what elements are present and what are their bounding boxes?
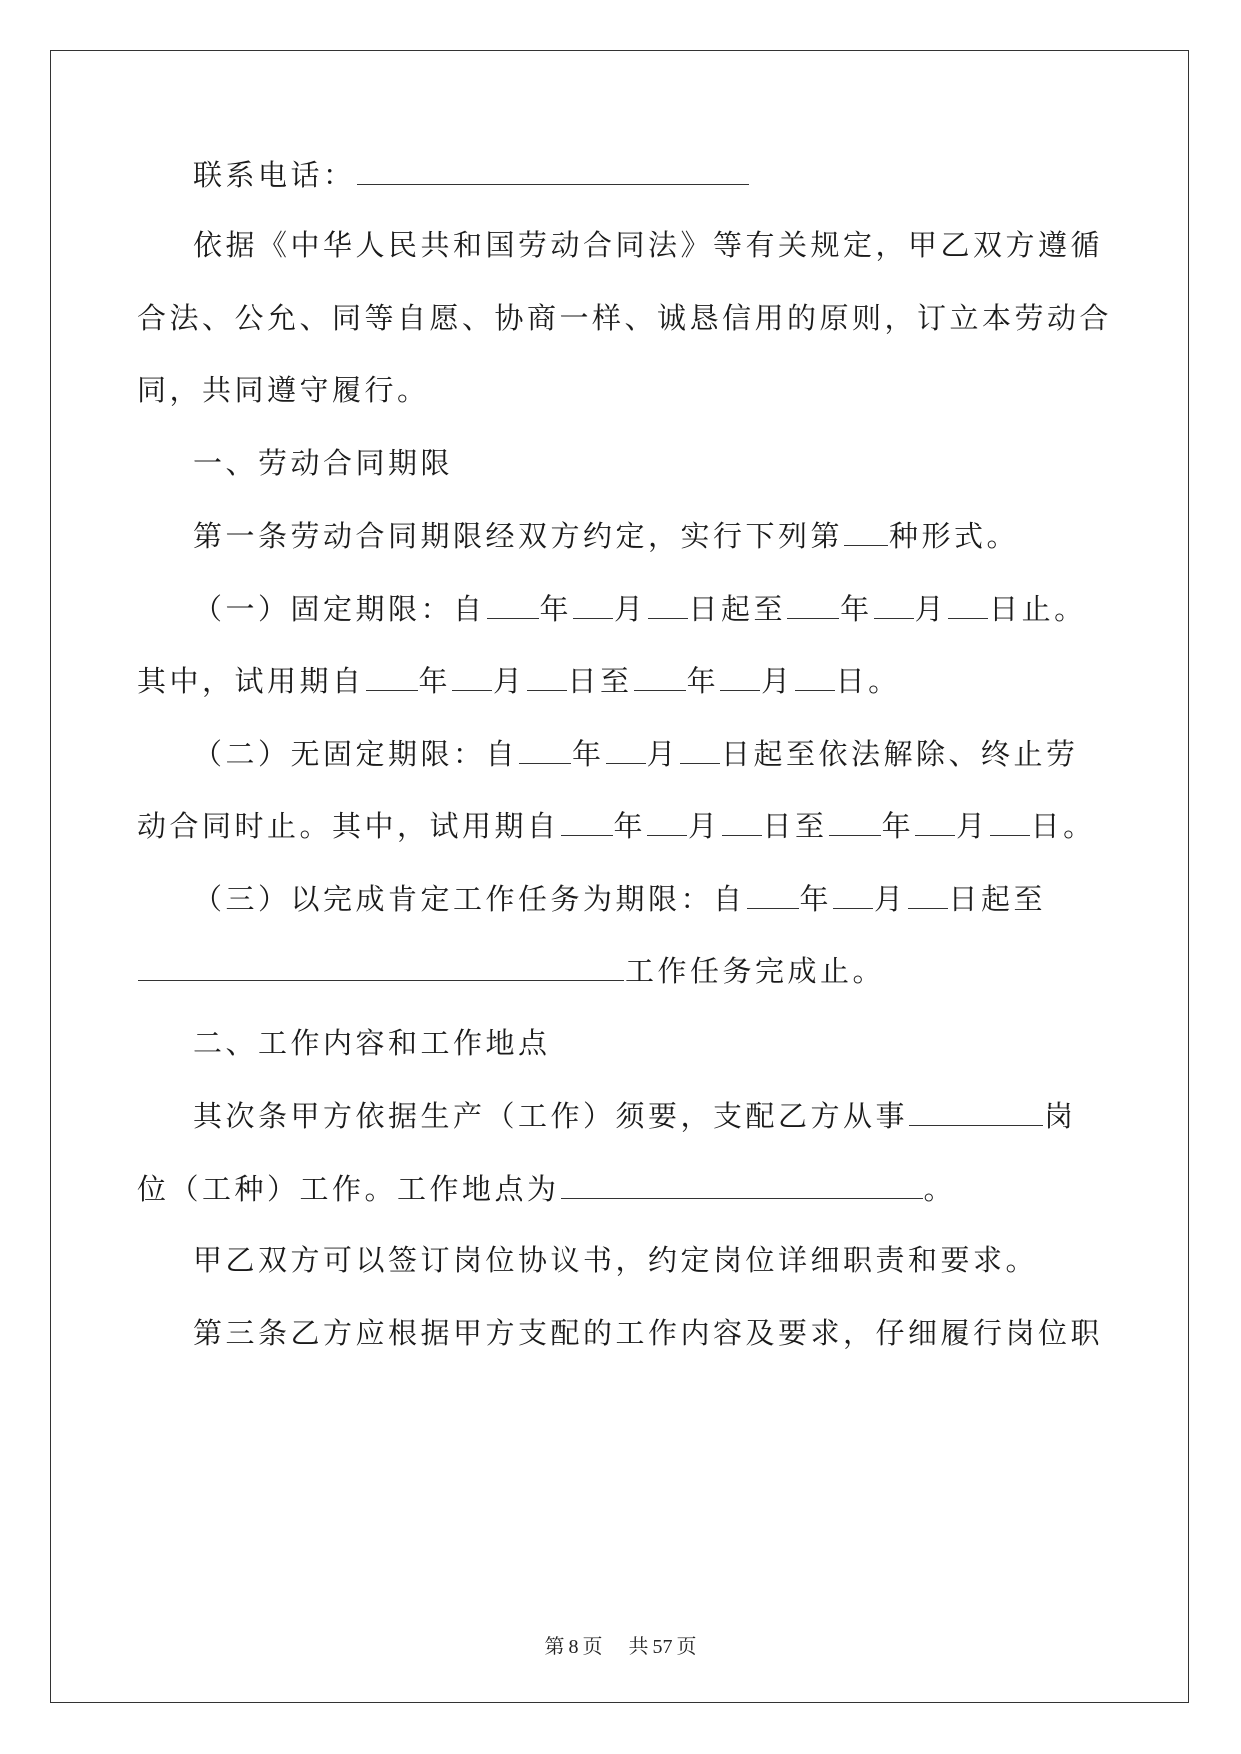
task-complete-text: 工作任务完成止。 xyxy=(625,954,886,988)
fixed-end-year-blank[interactable] xyxy=(787,594,839,619)
contact-phone-line xyxy=(193,160,750,190)
total-prefix: 共 xyxy=(628,1636,649,1658)
page-suffix: 页 xyxy=(582,1636,603,1658)
section-1-heading xyxy=(193,446,454,480)
total-pages: 57 xyxy=(652,1636,673,1658)
to-label: 日至 xyxy=(762,809,828,843)
fixed-term-label: （一）固定期限：自 xyxy=(193,592,486,626)
article-2-text: 其次条甲方依据生产（工作）须要，支配乙方从事 xyxy=(193,1099,909,1133)
start-to-label: 日起至 xyxy=(948,882,1047,916)
open-start-year-blank[interactable] xyxy=(519,739,571,764)
fixed-probation-start-year-blank[interactable] xyxy=(366,666,418,691)
task-term-line-1 xyxy=(193,884,1046,914)
open-term-label: （二）无固定期限：自 xyxy=(193,737,519,771)
intro-line-3 xyxy=(137,373,430,407)
task-start-day-blank[interactable] xyxy=(908,884,948,909)
month-label: 月 xyxy=(614,592,647,626)
section-2-heading xyxy=(193,1026,551,1060)
open-term-probation-label: 动合同时止。其中，试用期自 xyxy=(137,809,560,843)
fixed-start-month-blank[interactable] xyxy=(573,594,613,619)
contact-phone-label: 联系电话： xyxy=(193,158,356,192)
task-description-blank[interactable] xyxy=(138,956,624,981)
fixed-start-year-blank[interactable] xyxy=(487,594,539,619)
article-2-line-1 xyxy=(193,1101,1077,1131)
open-probation-end-month-blank[interactable] xyxy=(915,811,955,836)
year-label: 年 xyxy=(572,737,605,771)
section-2-heading-text: 二、工作内容和工作地点 xyxy=(193,1026,551,1060)
position-blank[interactable] xyxy=(909,1101,1043,1126)
article-2-line-2 xyxy=(137,1174,956,1204)
start-to-label: 日起至 xyxy=(688,592,787,626)
open-term-line-2 xyxy=(137,811,1096,841)
task-term-line-2 xyxy=(137,956,885,986)
fixed-probation-end-year-blank[interactable] xyxy=(634,666,686,691)
article-3-line-1 xyxy=(193,1316,1104,1350)
open-term-line-1 xyxy=(193,739,1079,769)
article-1-text: 第一条劳动合同期限经双方约定，实行下列第 xyxy=(193,519,844,553)
section-1-heading-text: 一、劳动合同期限 xyxy=(193,446,454,480)
fixed-term-line-1 xyxy=(193,594,1087,624)
page-footer xyxy=(0,1630,1241,1659)
fixed-end-month-blank[interactable] xyxy=(874,594,914,619)
fixed-start-day-blank[interactable] xyxy=(648,594,688,619)
month-label: 月 xyxy=(646,737,680,771)
open-probation-start-day-blank[interactable] xyxy=(722,811,762,836)
position-agreement-text: 甲乙双方可以签订岗位协议书，约定岗位详细职责和要求。 xyxy=(193,1243,1039,1277)
fixed-term-line-2 xyxy=(137,666,901,696)
total-suffix: 页 xyxy=(676,1636,697,1658)
day-label: 日。 xyxy=(835,664,901,698)
page-prefix: 第 xyxy=(544,1636,565,1658)
month-label: 月 xyxy=(956,809,989,843)
fixed-probation-end-month-blank[interactable] xyxy=(720,666,760,691)
article-1-text-end: 种形式。 xyxy=(889,519,1020,553)
term-form-blank[interactable] xyxy=(844,521,888,546)
intro-line-1 xyxy=(193,228,1104,262)
work-location-label: 位（工种）工作。工作地点为 xyxy=(137,1172,560,1206)
task-start-year-blank[interactable] xyxy=(747,884,799,909)
year-label: 年 xyxy=(539,592,573,626)
article-1-line xyxy=(193,521,1019,551)
open-probation-end-day-blank[interactable] xyxy=(990,811,1030,836)
task-start-month-blank[interactable] xyxy=(833,884,873,909)
article-2-line-3 xyxy=(193,1243,1039,1277)
year-label: 年 xyxy=(881,809,915,843)
end-label: 日止。 xyxy=(989,592,1087,626)
intro-text-2: 合法、公允、同等自愿、协商一样、诚恳信用的原则，订立本劳动合 xyxy=(137,301,1113,335)
position-suffix: 岗 xyxy=(1044,1099,1077,1133)
month-label: 月 xyxy=(874,882,907,916)
year-label: 年 xyxy=(686,664,720,698)
fixed-probation-start-month-blank[interactable] xyxy=(452,666,492,691)
open-start-month-blank[interactable] xyxy=(606,739,646,764)
contact-phone-blank[interactable] xyxy=(357,160,749,185)
year-label: 年 xyxy=(613,809,647,843)
month-label: 月 xyxy=(761,664,794,698)
day-label: 日。 xyxy=(1030,809,1096,843)
month-label: 月 xyxy=(493,664,526,698)
fixed-probation-end-day-blank[interactable] xyxy=(795,666,835,691)
fixed-end-day-blank[interactable] xyxy=(948,594,988,619)
probation-label: 其中，试用期自 xyxy=(137,664,365,698)
open-term-text: 日起至依法解除、终止劳 xyxy=(721,737,1079,771)
month-label: 月 xyxy=(914,592,948,626)
page-number: 8 xyxy=(568,1636,579,1658)
to-label: 日至 xyxy=(567,664,633,698)
year-label: 年 xyxy=(840,592,873,626)
open-probation-end-year-blank[interactable] xyxy=(829,811,881,836)
month-label: 月 xyxy=(688,809,721,843)
open-probation-start-month-blank[interactable] xyxy=(647,811,687,836)
fixed-probation-start-day-blank[interactable] xyxy=(527,666,567,691)
intro-text-3: 同，共同遵守履行。 xyxy=(137,373,430,407)
task-term-label: （三）以完成肯定工作任务为期限：自 xyxy=(193,882,746,916)
work-location-blank[interactable] xyxy=(561,1174,923,1199)
intro-text-1: 依据《中华人民共和国劳动合同法》等有关规定，甲乙双方遵循 xyxy=(193,228,1104,262)
year-label: 年 xyxy=(418,664,452,698)
page-border xyxy=(50,50,1189,1703)
open-probation-start-year-blank[interactable] xyxy=(561,811,613,836)
intro-line-2 xyxy=(137,301,1113,335)
period: 。 xyxy=(923,1172,957,1206)
article-3-text: 第三条乙方应根据甲方支配的工作内容及要求，仔细履行岗位职 xyxy=(193,1316,1104,1350)
year-label: 年 xyxy=(799,882,833,916)
open-start-day-blank[interactable] xyxy=(680,739,720,764)
